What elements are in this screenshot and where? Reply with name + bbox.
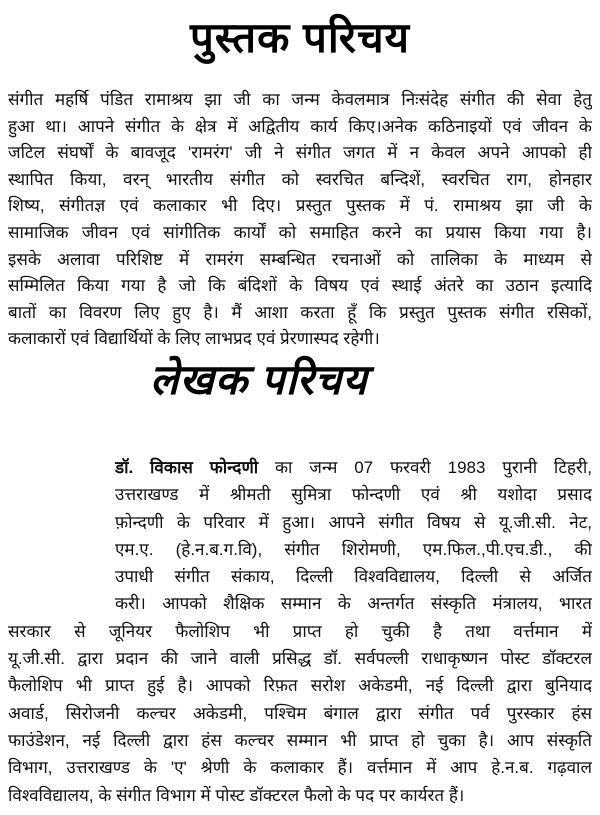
paragraph-line: अवार्ड, सिरोजनी कल्चर अकेडमी, पश्चिम बंगाल द्वारा संगीत पर्व पुरस्कार हंस [8,703,592,723]
paragraph-line: सम्मिलित किया गया है जो कि बंदिशों के विषय एवं स्थाई अंतरे का उठान इत्यादि [8,276,592,296]
paragraph-line: एम.ए. (हे.न.ब.ग.वि), संगीत शिरोमणी, एम.फिल.,पी.एच.डी., की [115,539,592,559]
author-first-line-text: का जन्म 07 फरवरी 1983 पुरानी टिहरी, [258,458,592,477]
paragraph-line: उत्तराखण्ड में श्रीमती सुमित्रा फोन्दणी एवं श्री यशोदा प्रसाद [115,485,592,505]
paragraph-line: यू.जी.सी. द्वारा प्रदान की जाने वाली प्रसिद्ध डॉ. सर्वपल्ली राधाकृष्णन पोस्ट डॉक्टरल [8,649,592,669]
book-intro-heading: पुस्तक परिचय [189,14,410,61]
author-name: डॉ. विकास फोन्दणी [115,458,259,477]
paragraph-line: करी। आपको शैक्षिक सम्मान के अन्तर्गत संस्कृति मंत्रालय, भारत [115,594,592,614]
author-intro-heading: लेखक परिचय [150,356,368,403]
paragraph-line: शिष्य, संगीतज्ञ एवं कलाकार भी दिए। प्रस्तुत पुस्तक में पं. रामाश्रय झा जी के [8,196,592,216]
paragraph-line: कलाकारों एवं विद्यार्थियों के लिए लाभप्रद एवं प्रेरणास्पद रहेगी। [8,329,380,349]
paragraph-line: हुआ था। आपने संगीत के क्षेत्र में अद्वितीय कार्य किए।अनेक कठिनाइयों एवं जीवन के [8,116,592,136]
paragraph-line: इसके अलावा परिशिष्ट में रामरंग सम्बन्धित रचनाओं को तालिका के माध्यम से [8,249,592,269]
paragraph-line: सरकार से जूनियर फैलोशिप भी प्राप्त हो चुकी है तथा वर्त्तमान में [8,621,592,641]
paragraph-line: स्थापित किया, वरन् भारतीय संगीत को स्वरचित बन्दिशें, स्वरचित राग, होनहार [8,169,592,189]
paragraph-line: फाउंडेशन, नई दिल्ली द्वारा हंस कल्चर सम्मान भी प्राप्त हो चुका है। आप संस्कृति [8,730,592,750]
paragraph-line: विभाग, उत्तराखण्ड के 'ए' श्रेणी के कलाकार हैं। वर्त्तमान में आप हे.न.ब. गढ़वाल [8,758,592,778]
paragraph-line: सामाजिक जीवन एवं सांगीतिक कार्यों को समाहित करने का प्रयास किया गया है। [8,222,592,242]
book-intro-paragraph [8,87,592,353]
paragraph-line: फैलोशिप भी प्राप्त हुई है। आपको रिफ़त सरोश अकेडमी, नई दिल्ली द्वारा बुनियाद [8,676,592,696]
paragraph-line: जटिल संघर्षों के बावजूद 'रामरंग' जी ने संगीत जगत में न केवल अपने आपको ही [8,143,592,163]
paragraph-line [115,454,592,481]
author-intro-paragraph [8,454,592,809]
paragraph-line: संगीत महर्षि पंडित रामाश्रय झा जी का जन्म केवलमात्र निःसंदेह संगीत की सेवा हेतु [8,90,592,109]
paragraph-line: फ़ोन्दणी के परिवार में हुआ। आपने संगीत विषय से यू.जी.सी. नेट, [115,512,592,532]
paragraph-line: उपाधी संगीत संकाय, दिल्ली विश्वविद्यालय, दिल्ली से अर्जित [115,567,592,587]
paragraph-line: बातों का विवरण लिए हुए है। मैं आशा करता हूँ कि प्रस्तुत पुस्तक संगीत रसिकों, [8,302,592,322]
paragraph-line: विश्वविद्यालय, के संगीत विभाग में पोस्ट डॉक्टरल फैलो के पद पर कार्यरत हैं। [8,785,465,805]
